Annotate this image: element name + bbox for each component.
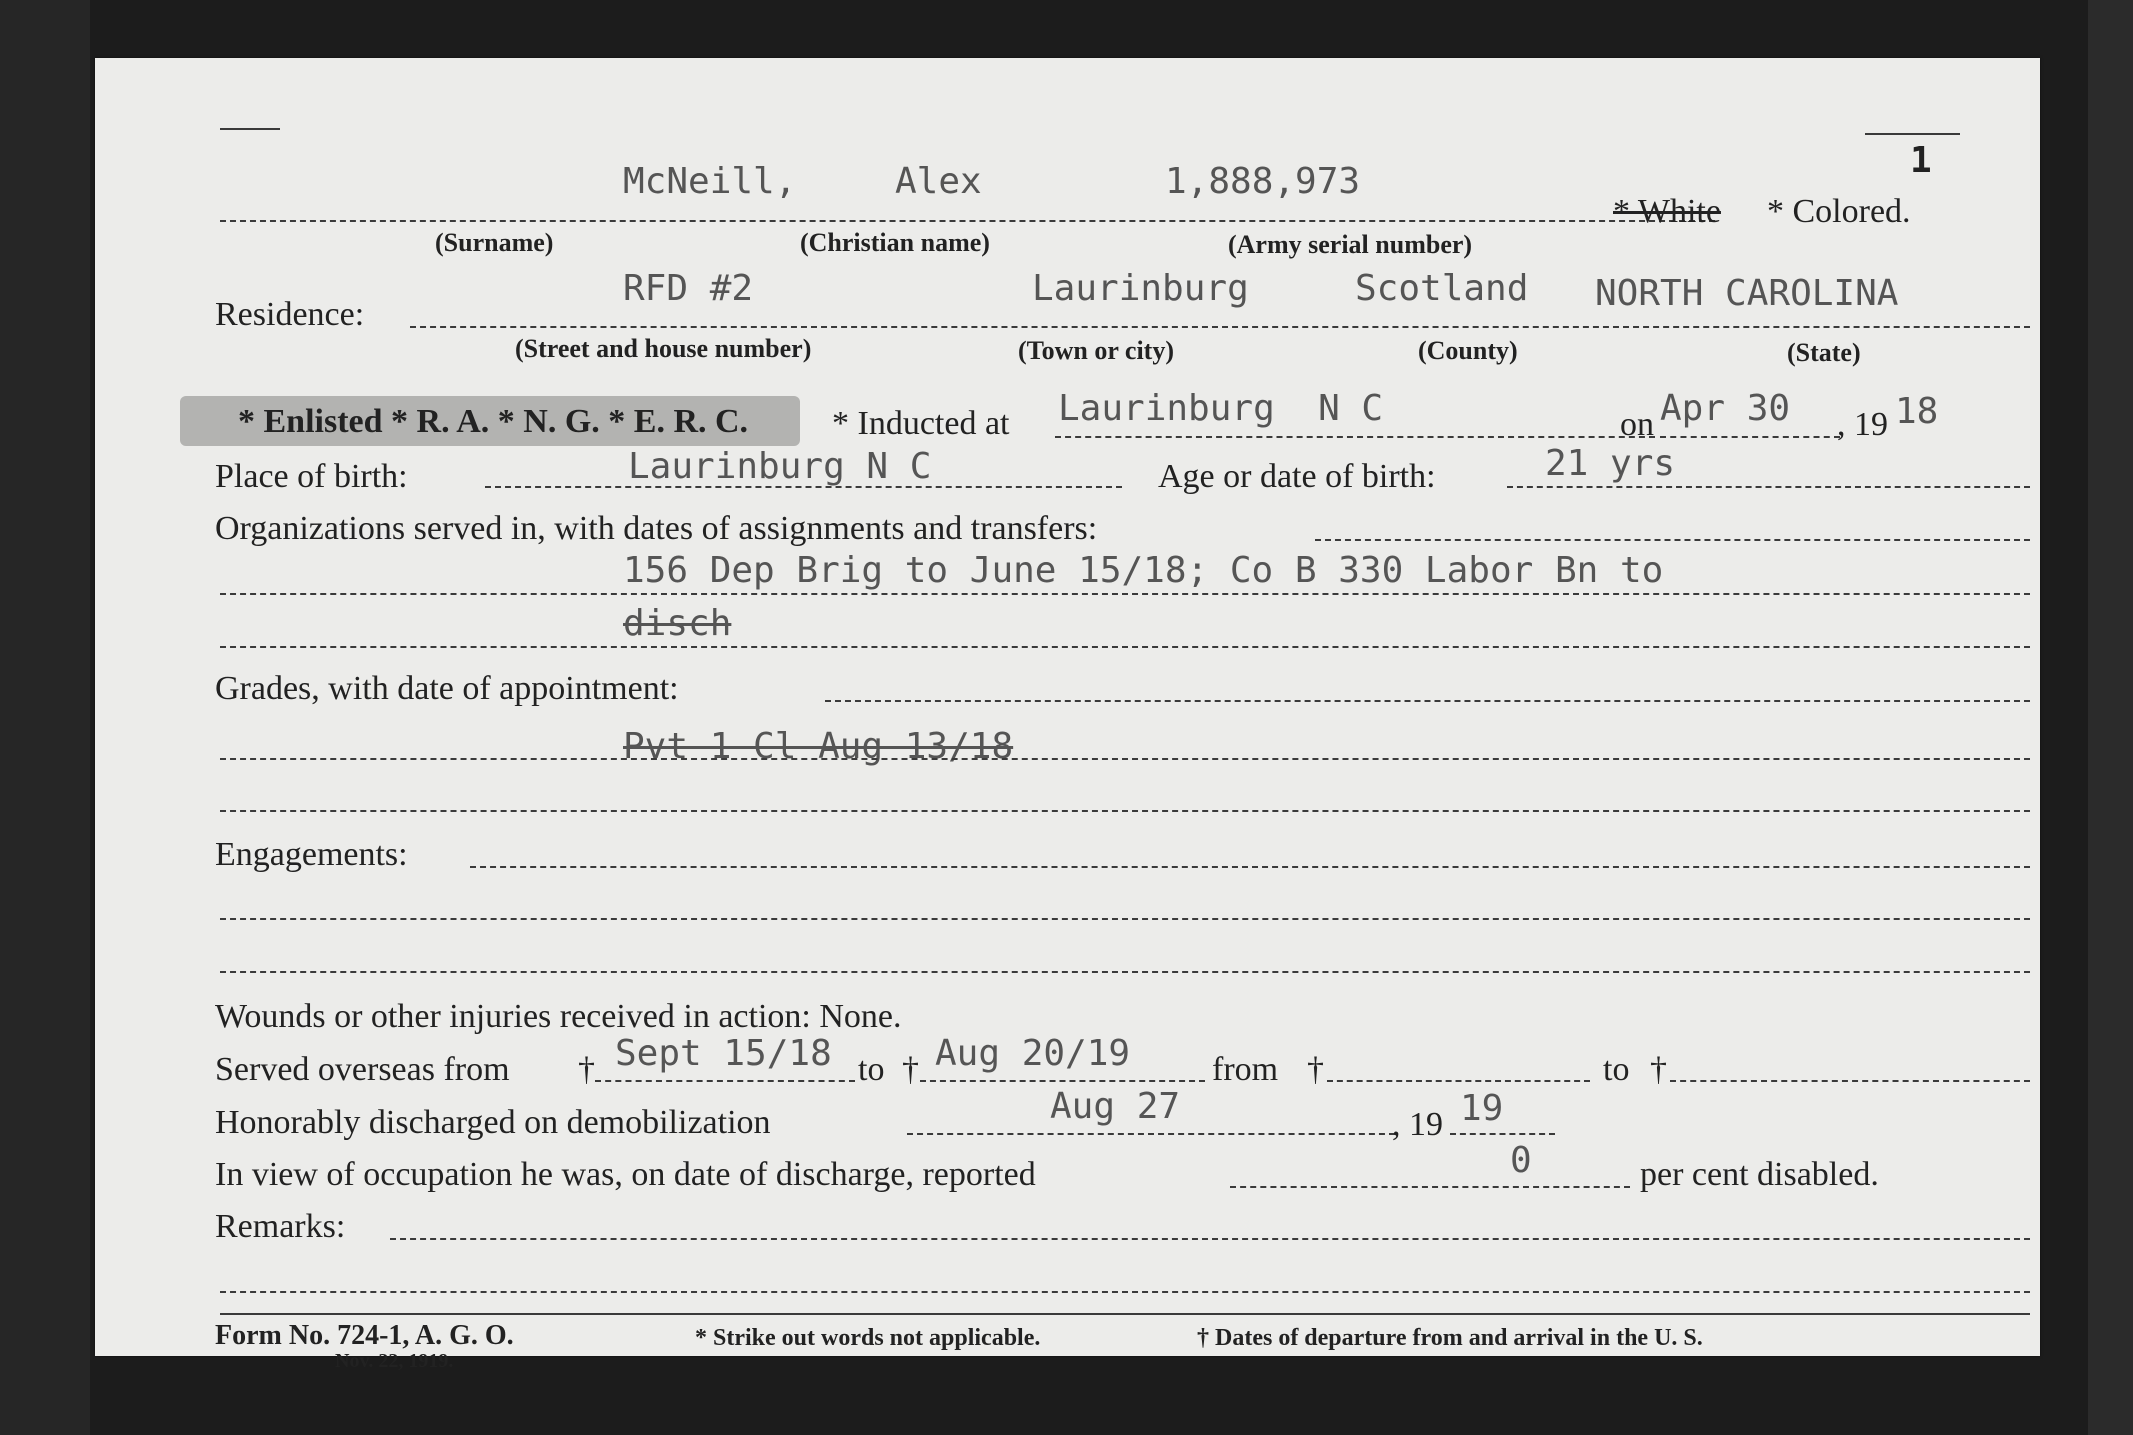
- disability-label-start: In view of occupation he was, on date of discharge, reported: [215, 1156, 1036, 1193]
- discharge-label: Honorably discharged on demobilization: [215, 1104, 771, 1141]
- grades-label: Grades, with date of appointment:: [215, 670, 679, 707]
- inducted-place-value: Laurinburg N C: [1058, 388, 1384, 429]
- organizations-line1-value: 156 Dep Brig to June 15/18; Co B 330 Labor Bn to: [623, 550, 1664, 591]
- overseas-dagger-1: †: [578, 1051, 595, 1088]
- scan-edge-right: [2088, 0, 2133, 1435]
- residence-county-value: Scotland: [1355, 268, 1529, 309]
- serial-number-caption: (Army serial number): [1228, 230, 1473, 259]
- organizations-line2: [220, 646, 2030, 648]
- serial-number-value: 1,888,973: [1165, 161, 1361, 202]
- form-date: Nov. 22, 1919.: [335, 1350, 454, 1372]
- town-caption: (Town or city): [1018, 336, 1174, 365]
- on-label: on: [1620, 406, 1654, 443]
- discharge-date-line: [907, 1133, 1395, 1135]
- grades-line1: [220, 758, 2030, 760]
- discharge-date-value: Aug 27: [1050, 1086, 1181, 1127]
- place-of-birth-line: [485, 486, 1122, 488]
- discharge-year-suffix: 19: [1460, 1088, 1504, 1129]
- overseas-dagger-3: †: [1307, 1051, 1324, 1088]
- disability-label-end: per cent disabled.: [1640, 1156, 1879, 1193]
- race-white-label: * White: [1613, 193, 1721, 230]
- organizations-label: Organizations served in, with dates of assignments and transfers:: [215, 510, 1098, 547]
- overseas-dagger-4: †: [1650, 1051, 1667, 1088]
- residence-line: [410, 326, 2030, 328]
- top-right-mark: [1865, 133, 1960, 135]
- christian-name-value: Alex: [895, 161, 982, 202]
- remarks-line1: [220, 1291, 2030, 1293]
- strike-note: * Strike out words not applicable.: [695, 1325, 1041, 1351]
- scan-edge-left: [0, 0, 90, 1435]
- organizations-line2-value: disch: [623, 603, 732, 644]
- street-caption: (Street and house number): [515, 334, 812, 363]
- overseas-from-label: from: [1212, 1051, 1279, 1088]
- discharge-year-prefix: , 19: [1392, 1106, 1443, 1143]
- organizations-line1: [220, 593, 2030, 595]
- grades-line2: [220, 810, 2030, 812]
- state-caption: (State): [1787, 338, 1861, 367]
- wounds-label: Wounds or other injuries received in action: None.: [215, 998, 902, 1035]
- residence-town-value: Laurinburg: [1032, 268, 1249, 309]
- residence-state-value: NORTH CAROLINA: [1595, 273, 1899, 314]
- grades-line1-value: Pvt 1 Cl Aug 13/18: [623, 726, 1014, 767]
- place-of-birth-value: Laurinburg N C: [628, 446, 932, 487]
- disability-line: [1230, 1186, 1630, 1188]
- engagements-line2: [220, 971, 2030, 973]
- christian-name-caption: (Christian name): [800, 228, 990, 257]
- inducted-at-label: * Inducted at: [832, 405, 1010, 442]
- enlisted-options: * Enlisted * R. A. * N. G. * E. R. C.: [238, 403, 749, 440]
- residence-street-value: RFD #2: [623, 268, 754, 309]
- induction-year-prefix: , 19: [1837, 406, 1888, 443]
- top-left-mark: [220, 128, 280, 130]
- age-value: 21 yrs: [1545, 443, 1676, 484]
- dagger-note: † Dates of departure from and arrival in the U. S.: [1197, 1325, 1703, 1351]
- overseas-to1-value: Aug 20/19: [935, 1033, 1131, 1074]
- card-number: 1: [1910, 140, 1932, 181]
- induction-date-value: Apr 30: [1660, 388, 1791, 429]
- engagements-line0: [470, 866, 2030, 868]
- overseas-dagger-2: †: [902, 1051, 919, 1088]
- grades-label-line: [825, 700, 2030, 702]
- induction-date-line: [1660, 436, 1840, 438]
- residence-label: Residence:: [215, 296, 365, 333]
- overseas-from2-line: [1327, 1080, 1590, 1082]
- service-record-card: [95, 58, 2040, 1372]
- overseas-label: Served overseas from: [215, 1051, 510, 1088]
- age-label: Age or date of birth:: [1158, 458, 1436, 495]
- inducted-place-line: [1055, 436, 1655, 438]
- form-number: Form No. 724-1, A. G. O.: [215, 1320, 514, 1351]
- engagements-line1: [220, 918, 2030, 920]
- overseas-to-label: to: [858, 1051, 885, 1088]
- name-line: [220, 220, 1715, 222]
- place-of-birth-label: Place of birth:: [215, 458, 408, 495]
- surname-caption: (Surname): [435, 228, 554, 257]
- county-caption: (County): [1418, 336, 1518, 365]
- induction-year-suffix: 18: [1895, 391, 1939, 432]
- surname-value: McNeill,: [623, 161, 797, 202]
- race-colored-label: * Colored.: [1767, 193, 1911, 230]
- footer-rule: [220, 1313, 2030, 1315]
- organizations-label-line: [1315, 539, 2030, 541]
- overseas-from1-value: Sept 15/18: [615, 1033, 832, 1074]
- overseas-to1-line: [920, 1080, 1205, 1082]
- remarks-label: Remarks:: [215, 1208, 346, 1245]
- remarks-line0: [390, 1238, 2030, 1240]
- age-line: [1507, 486, 2030, 488]
- overseas-to-label-2: to: [1603, 1051, 1630, 1088]
- discharge-year-line: [1450, 1133, 1555, 1135]
- overseas-from1-line: [595, 1080, 855, 1082]
- disability-value: 0: [1510, 1140, 1532, 1181]
- overseas-to2-line: [1670, 1080, 2030, 1082]
- engagements-label: Engagements:: [215, 836, 408, 873]
